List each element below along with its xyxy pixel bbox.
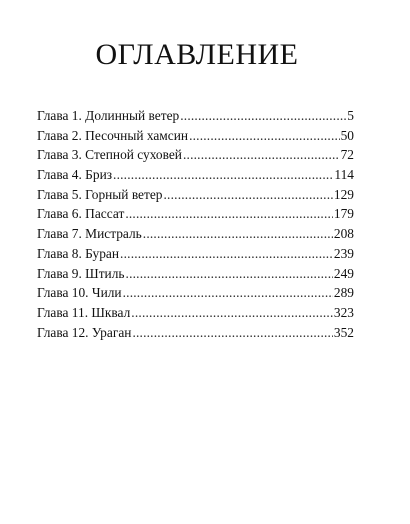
toc-entry-page: 249	[333, 265, 354, 281]
toc-entry-12	[37, 323, 354, 343]
toc-dot-leader	[123, 283, 333, 303]
toc-entry-label: Глава 3. Степной суховей	[37, 147, 182, 163]
toc-entry-label: Глава 7. Мистраль	[37, 226, 142, 242]
toc-entry-label: Глава 4. Бриз	[37, 167, 113, 183]
toc-entry-5	[37, 185, 354, 205]
toc-entry-page: 5	[347, 108, 354, 123]
toc-entry-page: 352	[333, 324, 354, 340]
toc-dot-leader	[180, 106, 346, 126]
toc-entry-9	[37, 264, 354, 284]
toc-entry-page: 179	[333, 206, 354, 222]
toc-entry-3	[37, 145, 354, 165]
toc-entry-4	[37, 165, 354, 185]
toc-entry-page: 114	[334, 167, 354, 183]
toc-dot-leader	[113, 165, 333, 185]
toc-dot-leader	[132, 323, 332, 343]
toc-entry-label: Глава 1. Долинный ветер	[37, 108, 180, 123]
toc-entry-page: 72	[340, 147, 354, 163]
toc-entry-label: Глава 8. Буран	[37, 245, 120, 261]
toc-entry-label: Глава 2. Песочный хамсин	[37, 127, 189, 143]
toc-entry-10	[37, 283, 354, 303]
toc-entry-11	[37, 303, 354, 323]
toc-entry-label: Глава 5. Горный ветер	[37, 186, 163, 202]
toc-entry-page: 323	[333, 304, 354, 320]
toc-entry-page: 289	[333, 285, 354, 301]
toc-dot-leader	[125, 204, 333, 224]
toc-dot-leader	[164, 185, 333, 205]
toc-entry-page: 208	[333, 226, 354, 242]
page-title: ОГЛАВЛЕНИЕ	[95, 38, 299, 72]
toc-entry-label: Глава 11. Шквал	[37, 304, 131, 320]
toc-entry-label: Глава 10. Чили	[37, 285, 122, 301]
toc-entry-page: 239	[333, 245, 354, 261]
toc-entry-label: Глава 12. Ураган	[37, 324, 132, 340]
toc-dot-leader	[120, 244, 333, 264]
toc-dot-leader	[126, 264, 333, 284]
toc-entry-8	[37, 244, 354, 264]
toc-entry-page: 50	[340, 127, 354, 143]
toc-entry-label: Глава 9. Штиль	[37, 265, 125, 281]
toc-dot-leader	[183, 145, 340, 165]
table-of-contents	[37, 106, 354, 342]
toc-entry-6	[37, 204, 354, 224]
toc-entry-7	[37, 224, 354, 244]
toc-entry-1	[37, 106, 354, 126]
toc-dot-leader	[143, 224, 333, 244]
toc-entry-label: Глава 6. Пассат	[37, 206, 125, 222]
toc-dot-leader	[189, 126, 340, 146]
toc-entry-2	[37, 126, 354, 146]
toc-entry-page: 129	[333, 186, 354, 202]
toc-dot-leader	[131, 303, 333, 323]
